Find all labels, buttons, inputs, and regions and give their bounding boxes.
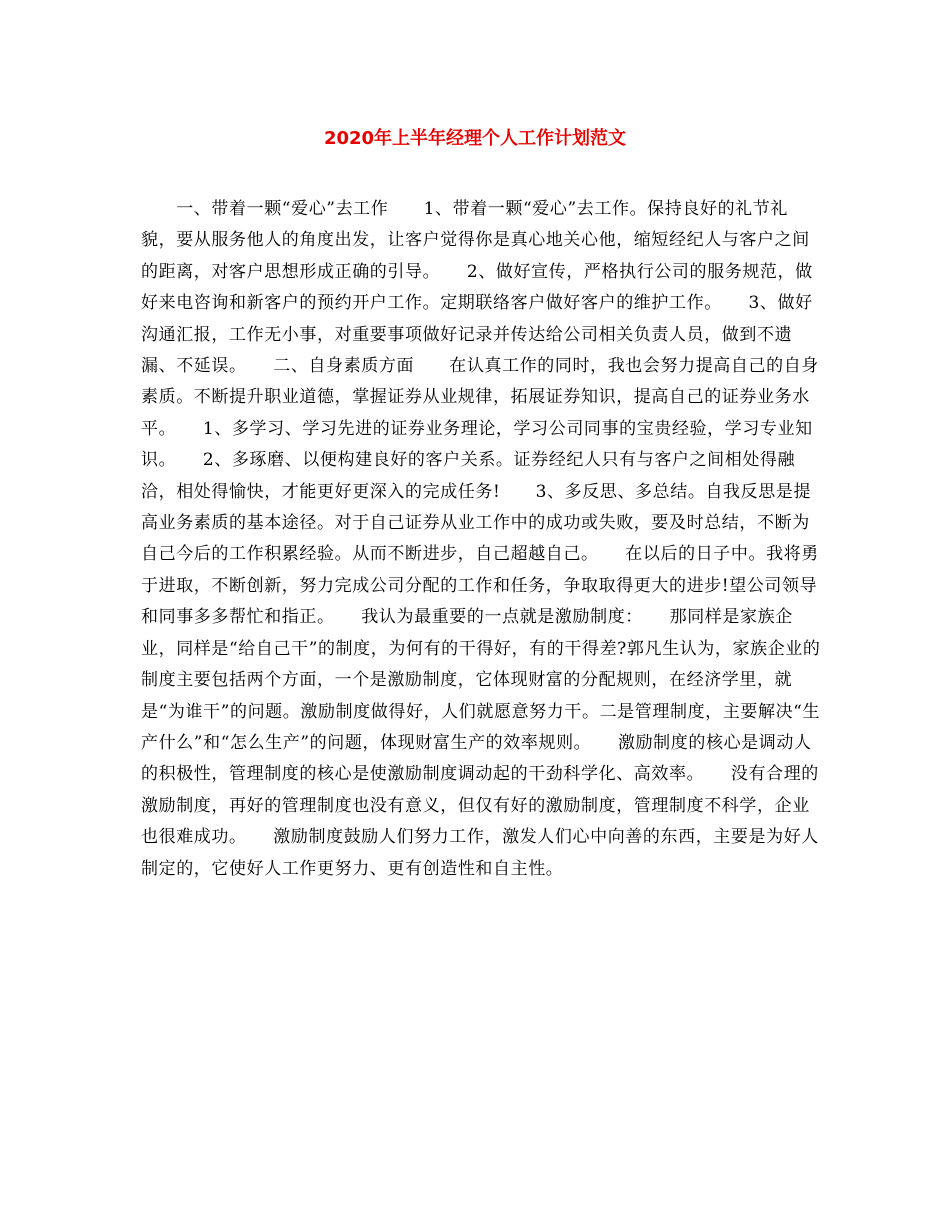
document-title: 2020年上半年经理个人工作计划范文 bbox=[323, 128, 627, 149]
document-body-text: 一、带着一颗“爱心”去工作 1、带着一颗“爱心”去工作。保持良好的礼节礼貌，要从服务他人的角度出发，让客户觉得你是真心地关心他，缩短经纪人与客户之间的距离，对客户思想形成正确的引导。 2、做好宣传，严格执行公司的服务规范，做好来电咨询和新客户的预约开户工作。定期联络客户做好客户的维护工作。 3、做好沟通汇报，工作无小事，对重要事项做好记录并传达给公司相关负责人员，做到不遗漏、不延误。 二、自身素质方面 在认真工作的同时，我也会努力提高自己的自身素质。不断提升职业道德，掌握证券从业规律，拓展证券知识，提高自己的证券业务水平。 1、多学习、学习先进的证券业务理论，学习公司同事的宝贵经验，学习专业知识。 2、多琢磨、以便构建良好的客户关系。证券经纪人只有与客户之间相处得融洽，相处得愉快，才能更好更深入的完成任务! 3、多反思、多总结。自我反思是提高业务素质的基本途径。对于自己证券从业工作中的成功或失败，要及时总结，不断为自己今后的工作积累经验。从而不断进步，自己超越自己。 在以后的日子中。我将勇于进取，不断创新，努力完成公司分配的工作和任务，争取取得更大的进步!望公司领导和同事多多帮忙和指正。 我认为最重要的一点就是激励制度： 那同样是家族企业，同样是“给自己干”的制度，为何有的干得好，有的干得差?郭凡生认为，家族企业的制度主要包括两个方面，一个是激励制度，它体现财富的分配规则，在经济学里，就是“为谁干”的问题。激励制度做得好，人们就愿意努力干。二是管理制度，主要解决“生产什么”和“怎么生产”的问题，体现财富生产的效率规则。 激励制度的核心是调动人的积极性，管理制度的核心是使激励制度调动起的干劲科学化、高效率。 没有合理的激励制度，再好的管理制度也没有意义，但仅有好的激励制度，管理制度不科学，企业也很难成功。 激励制度鼓励人们努力工作，激发人们心中向善的东西，主要是为好人制定的，它使好人工作更努力、更有创造性和自主性。 bbox=[141, 199, 821, 879]
